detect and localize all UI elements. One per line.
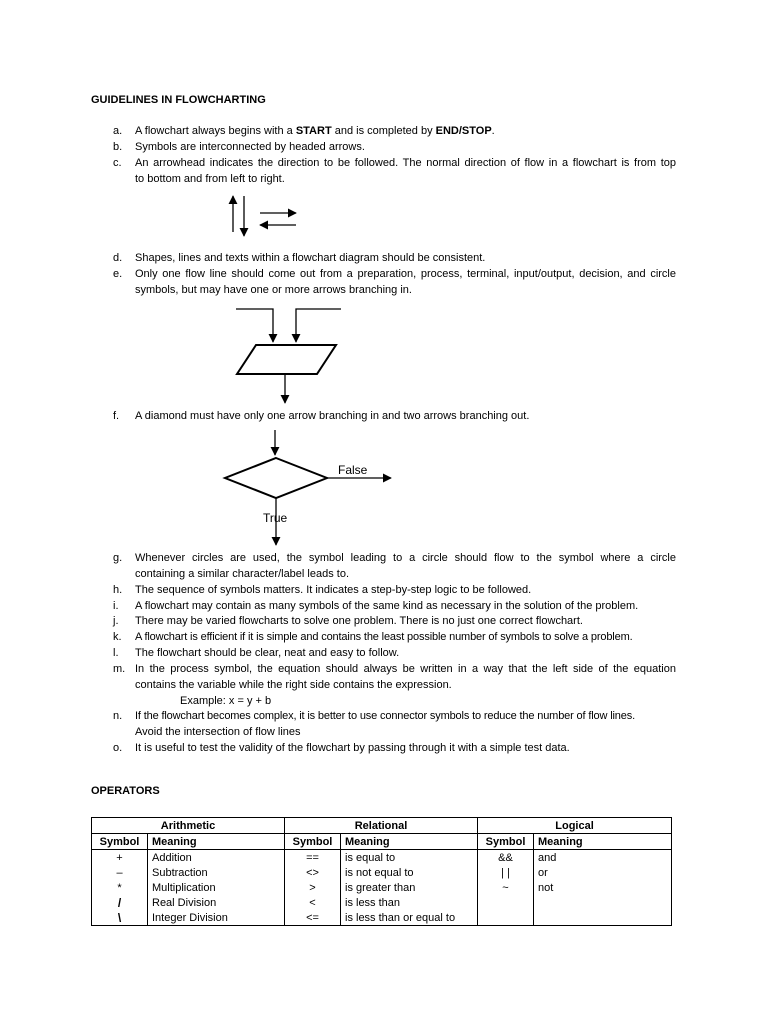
logical-meaning: or	[534, 865, 672, 880]
guideline-item-o: It is useful to test the validity of the flowchart by passing through it with a simple test data.	[135, 742, 570, 754]
item-a-middle: and is completed by	[331, 125, 436, 137]
relational-meaning: is less than	[341, 895, 478, 910]
logical-symbol: | |	[478, 865, 534, 880]
arithmetic-symbol: \	[92, 910, 148, 926]
item-a-start: START	[295, 125, 332, 137]
table-row	[92, 910, 672, 926]
relational-symbol: <=	[285, 910, 341, 926]
table-row	[92, 880, 672, 895]
logical-symbol	[478, 895, 534, 910]
item-m-example: Example: x = y + b	[180, 695, 272, 707]
guideline-item-g-line1: Whenever circles are used, the symbol leading to a circle should flow to the symbol where a circle	[135, 552, 676, 564]
logical-symbol: &&	[478, 850, 534, 866]
relational-symbol: >	[285, 880, 341, 895]
logical-meaning: and	[534, 850, 672, 866]
col-header-symbol: Symbol	[285, 834, 341, 850]
guideline-item-d: Shapes, lines and texts within a flowchart diagram should be consistent.	[135, 252, 486, 264]
col-header-symbol: Symbol	[92, 834, 148, 850]
table-row	[92, 895, 672, 910]
guideline-item-m-line1: In the process symbol, the equation should always be written in a way that the left side of the equation	[135, 663, 676, 675]
logical-symbol	[478, 910, 534, 926]
guideline-item-i: A flowchart may contain as many symbols of the same kind as necessary in the solution of the problem.	[135, 600, 639, 612]
group-header-logical: Logical	[478, 818, 672, 834]
guideline-item-e-line2: symbols, but may have one or more arrows branching in.	[135, 284, 412, 296]
arithmetic-symbol: *	[92, 880, 148, 895]
table-row	[92, 865, 672, 880]
logical-symbol: ~	[478, 880, 534, 895]
item-letter-h: h.	[113, 584, 123, 596]
guideline-item-c-line1: An arrowhead indicates the direction to be followed. The normal direction of flow in a flowchart is from top	[135, 157, 676, 169]
guideline-item-c-line2: to bottom and from left to right.	[135, 173, 285, 185]
logical-meaning: not	[534, 880, 672, 895]
section-heading-guidelines: GUIDELINES IN FLOWCHARTING	[91, 94, 266, 106]
relational-meaning: is greater than	[341, 880, 478, 895]
item-a-end: END/STOP	[435, 125, 492, 137]
item-a-suffix: .	[491, 125, 495, 137]
col-header-meaning: Meaning	[148, 834, 285, 850]
item-letter-a: a.	[113, 125, 123, 137]
col-header-meaning: Meaning	[534, 834, 672, 850]
item-letter-k: k.	[113, 631, 122, 643]
relational-symbol: <>	[285, 865, 341, 880]
section-heading-operators: OPERATORS	[91, 785, 160, 797]
item-letter-e: e.	[113, 268, 123, 280]
arithmetic-meaning: Subtraction	[148, 865, 285, 880]
guideline-item-m-line2: contains the variable while the right side contains the expression.	[135, 679, 452, 691]
arithmetic-symbol: +	[92, 850, 148, 866]
guideline-item-l: The flowchart should be clear, neat and easy to follow.	[135, 647, 400, 659]
guideline-item-e-line1: Only one flow line should come out from a preparation, process, terminal, input/output, decision, and circle	[135, 268, 676, 280]
col-header-meaning: Meaning	[341, 834, 478, 850]
arithmetic-meaning: Real Division	[148, 895, 285, 910]
guideline-item-k: A flowchart is efficient if it is simple and contains the least possible number of symbols to solve a problem.	[135, 631, 633, 643]
guideline-item-h: The sequence of symbols matters. It indicates a step-by-step logic to be followed.	[135, 584, 532, 596]
guideline-item-f: A diamond must have only one arrow branching in and two arrows branching out.	[135, 410, 530, 422]
true-label: True	[263, 511, 288, 525]
logical-meaning	[534, 895, 672, 910]
relational-meaning: is not equal to	[341, 865, 478, 880]
col-header-symbol: Symbol	[478, 834, 534, 850]
item-letter-g: g.	[113, 552, 123, 564]
table-group-header-row	[92, 818, 672, 834]
item-letter-d: d.	[113, 252, 123, 264]
operators-table	[91, 817, 672, 926]
relational-symbol: ==	[285, 850, 341, 866]
guideline-item-b: Symbols are interconnected by headed arrows.	[135, 141, 365, 153]
item-letter-m: m.	[113, 663, 126, 675]
item-letter-f: f.	[113, 410, 120, 422]
relational-meaning: is less than or equal to	[341, 910, 478, 926]
arithmetic-symbol: /	[92, 895, 148, 910]
item-letter-i: i.	[113, 600, 119, 612]
item-a-prefix: A flowchart always begins with a	[135, 125, 296, 137]
arithmetic-meaning: Multiplication	[148, 880, 285, 895]
logical-meaning	[534, 910, 672, 926]
item-letter-l: l.	[113, 647, 119, 659]
table-column-header-row	[92, 834, 672, 850]
group-header-arithmetic: Arithmetic	[92, 818, 285, 834]
false-label: False	[338, 463, 368, 477]
relational-meaning: is equal to	[341, 850, 478, 866]
guideline-item-n-line1: If the flowchart becomes complex, it is better to use connector symbols to reduce the number of flow lines.	[135, 710, 635, 722]
guideline-item-g-line2: containing a similar character/label leads to.	[135, 568, 350, 580]
arithmetic-symbol: –	[92, 865, 148, 880]
relational-symbol: <	[285, 895, 341, 910]
item-letter-j: j.	[113, 615, 119, 627]
item-letter-n: n.	[113, 710, 123, 722]
item-letter-c: c.	[113, 157, 122, 169]
arithmetic-meaning: Integer Division	[148, 910, 285, 926]
item-letter-b: b.	[113, 141, 123, 153]
table-row	[92, 850, 672, 866]
guideline-item-n-line2: Avoid the intersection of flow lines	[135, 726, 301, 738]
guideline-item-j: There may be varied flowcharts to solve one problem. There is no just one correct flowchart.	[135, 615, 583, 627]
group-header-relational: Relational	[285, 818, 478, 834]
decision-symbol	[225, 458, 327, 498]
item-letter-o: o.	[113, 742, 123, 754]
arithmetic-meaning: Addition	[148, 850, 285, 866]
